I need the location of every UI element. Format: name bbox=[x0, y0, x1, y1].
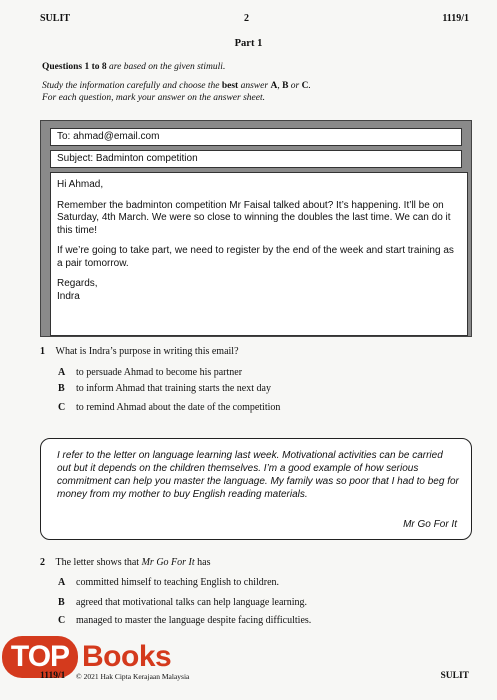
footer-right: SULIT bbox=[440, 671, 469, 681]
question-1-number: 1 bbox=[40, 346, 45, 357]
email-closing: Regards, bbox=[57, 278, 98, 289]
email-stimulus bbox=[40, 120, 472, 337]
logo-top-text: TOP bbox=[2, 636, 78, 678]
question-1-option-b[interactable]: B to inform Ahmad that training starts the next day bbox=[58, 383, 271, 394]
email-body bbox=[50, 172, 468, 336]
footer-code: 1119/1 bbox=[40, 671, 66, 681]
question-range: Questions 1 to 8 bbox=[42, 62, 107, 72]
header-right: 1119/1 bbox=[442, 13, 469, 24]
part-title: Part 1 bbox=[234, 38, 263, 49]
instructions-line2: Study the information carefully and choose the best answer A, B or C. bbox=[42, 81, 311, 91]
question-2-option-b[interactable]: B agreed that motivational talks can help language learning. bbox=[58, 597, 308, 608]
page-number: 2 bbox=[244, 13, 249, 24]
question-1-option-c[interactable]: C to remind Ahmad about the date of the competition bbox=[58, 402, 281, 413]
header-left: SULIT bbox=[40, 13, 71, 24]
email-sender: Indra bbox=[57, 290, 80, 302]
logo-books-text: Books bbox=[82, 640, 172, 673]
question-2-option-c[interactable]: C managed to master the language despite facing difficulties. bbox=[58, 615, 312, 626]
email-to-field: To: ahmad@email.com bbox=[50, 128, 462, 146]
instructions-line3: For each question, mark your answer on the answer sheet. bbox=[42, 93, 265, 103]
instructions bbox=[42, 80, 311, 104]
question-2-text: The letter shows that Mr Go For It has bbox=[55, 557, 211, 568]
instructions-line1: Questions 1 to 8 are based on the given stimuli. bbox=[42, 62, 226, 72]
question-2-number: 2 bbox=[40, 557, 45, 568]
question-1 bbox=[40, 346, 239, 357]
letter-stimulus bbox=[40, 438, 472, 540]
letter-text: I refer to the letter on language learning last week. Motivational activities can be carried out but it depends on the children themselves. I’m a good example of how serious commitment can help you master the language. My family was so poor that I had to beg for money from my mother to buy English reading materials. bbox=[57, 450, 459, 500]
question-2-option-a[interactable]: A committed himself to teaching English to children. bbox=[58, 577, 280, 588]
email-paragraph-2: If we’re going to take part, we need to register by the end of the week and start training as a pair tomorrow. bbox=[57, 245, 454, 269]
email-greeting: Hi Ahmad, bbox=[57, 179, 104, 190]
question-1-text: What is Indra’s purpose in writing this email? bbox=[55, 346, 239, 357]
email-paragraph-1: Remember the badminton competition Mr Faisal talked about? It’s happening. It’ll be on Saturday, 4th March. We were so close to winning the doubles the last time. We can do it this time! bbox=[57, 199, 451, 236]
question-1-option-a[interactable]: A to persuade Ahmad to become his partner bbox=[58, 367, 243, 378]
email-subject-field: Subject: Badminton competition bbox=[50, 150, 462, 168]
footer-copyright: © 2021 Hak Cipta Kerajaan Malaysia bbox=[76, 672, 190, 681]
question-2 bbox=[40, 557, 211, 568]
letter-signature: Mr Go For It bbox=[403, 519, 457, 530]
